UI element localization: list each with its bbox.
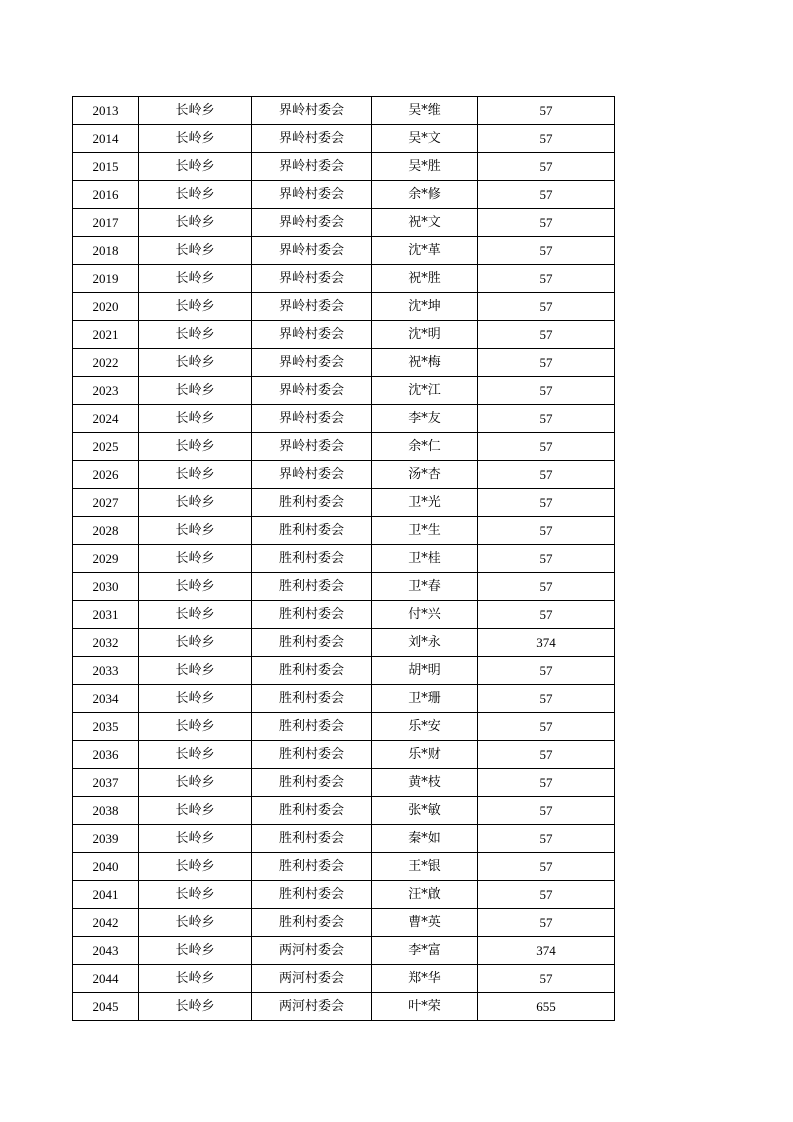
cell-township: 长岭乡 [139,825,252,853]
cell-person-name: 李*友 [372,405,478,433]
cell-village-committee: 两河村委会 [252,965,372,993]
cell-township: 长岭乡 [139,209,252,237]
table-row [73,461,615,489]
cell-township: 长岭乡 [139,853,252,881]
cell-person-name: 吴*胜 [372,153,478,181]
cell-amount: 57 [478,97,615,125]
cell-township: 长岭乡 [139,713,252,741]
table-row [73,573,615,601]
cell-serial-number: 2039 [73,825,139,853]
cell-amount: 57 [478,489,615,517]
cell-village-committee: 界岭村委会 [252,461,372,489]
cell-village-committee: 胜利村委会 [252,573,372,601]
cell-amount: 57 [478,265,615,293]
table-row [73,433,615,461]
cell-village-committee: 胜利村委会 [252,881,372,909]
cell-village-committee: 界岭村委会 [252,377,372,405]
cell-township: 长岭乡 [139,237,252,265]
cell-amount: 57 [478,853,615,881]
cell-serial-number: 2037 [73,769,139,797]
cell-serial-number: 2028 [73,517,139,545]
cell-village-committee: 胜利村委会 [252,825,372,853]
cell-person-name: 沈*江 [372,377,478,405]
cell-serial-number: 2031 [73,601,139,629]
cell-person-name: 王*银 [372,853,478,881]
cell-amount: 57 [478,293,615,321]
cell-village-committee: 胜利村委会 [252,909,372,937]
cell-amount: 57 [478,321,615,349]
cell-person-name: 余*仁 [372,433,478,461]
cell-township: 长岭乡 [139,349,252,377]
cell-township: 长岭乡 [139,461,252,489]
cell-person-name: 祝*文 [372,209,478,237]
cell-serial-number: 2018 [73,237,139,265]
table-row [73,293,615,321]
cell-township: 长岭乡 [139,965,252,993]
cell-amount: 57 [478,349,615,377]
table-row [73,881,615,909]
cell-amount: 57 [478,237,615,265]
cell-village-committee: 界岭村委会 [252,153,372,181]
cell-township: 长岭乡 [139,601,252,629]
cell-amount: 57 [478,461,615,489]
cell-serial-number: 2016 [73,181,139,209]
table-row [73,181,615,209]
cell-serial-number: 2045 [73,993,139,1021]
data-table [72,96,615,1021]
cell-serial-number: 2034 [73,685,139,713]
cell-township: 长岭乡 [139,433,252,461]
cell-amount: 57 [478,965,615,993]
cell-serial-number: 2022 [73,349,139,377]
cell-village-committee: 胜利村委会 [252,713,372,741]
table-row [73,797,615,825]
cell-township: 长岭乡 [139,769,252,797]
cell-serial-number: 2035 [73,713,139,741]
cell-amount: 57 [478,181,615,209]
cell-person-name: 李*富 [372,937,478,965]
cell-amount: 57 [478,909,615,937]
cell-township: 长岭乡 [139,125,252,153]
cell-serial-number: 2036 [73,741,139,769]
cell-township: 长岭乡 [139,265,252,293]
cell-amount: 57 [478,685,615,713]
cell-township: 长岭乡 [139,517,252,545]
table-row [73,685,615,713]
cell-township: 长岭乡 [139,657,252,685]
cell-village-committee: 胜利村委会 [252,741,372,769]
cell-serial-number: 2043 [73,937,139,965]
cell-village-committee: 界岭村委会 [252,293,372,321]
cell-serial-number: 2041 [73,881,139,909]
cell-person-name: 卫*珊 [372,685,478,713]
cell-amount: 57 [478,517,615,545]
cell-person-name: 吴*文 [372,125,478,153]
cell-serial-number: 2038 [73,797,139,825]
cell-township: 长岭乡 [139,909,252,937]
cell-township: 长岭乡 [139,937,252,965]
cell-village-committee: 胜利村委会 [252,853,372,881]
cell-person-name: 吴*维 [372,97,478,125]
cell-serial-number: 2033 [73,657,139,685]
cell-person-name: 汪*啟 [372,881,478,909]
table-row [73,153,615,181]
cell-village-committee: 界岭村委会 [252,209,372,237]
cell-amount: 655 [478,993,615,1021]
cell-township: 长岭乡 [139,489,252,517]
table-row [73,937,615,965]
cell-village-committee: 两河村委会 [252,937,372,965]
cell-person-name: 张*敏 [372,797,478,825]
cell-person-name: 黄*枝 [372,769,478,797]
cell-person-name: 乐*财 [372,741,478,769]
table-row [73,377,615,405]
cell-village-committee: 胜利村委会 [252,489,372,517]
cell-person-name: 乐*安 [372,713,478,741]
cell-serial-number: 2030 [73,573,139,601]
table-row [73,853,615,881]
cell-township: 长岭乡 [139,629,252,657]
cell-serial-number: 2026 [73,461,139,489]
cell-serial-number: 2027 [73,489,139,517]
cell-village-committee: 界岭村委会 [252,433,372,461]
table-row [73,657,615,685]
cell-amount: 57 [478,405,615,433]
cell-serial-number: 2042 [73,909,139,937]
cell-village-committee: 界岭村委会 [252,125,372,153]
table-row [73,265,615,293]
cell-amount: 57 [478,433,615,461]
cell-person-name: 曹*英 [372,909,478,937]
cell-serial-number: 2013 [73,97,139,125]
cell-amount: 374 [478,629,615,657]
cell-person-name: 卫*桂 [372,545,478,573]
cell-village-committee: 界岭村委会 [252,97,372,125]
table-row [73,769,615,797]
cell-person-name: 卫*光 [372,489,478,517]
table-row [73,993,615,1021]
cell-village-committee: 两河村委会 [252,993,372,1021]
cell-amount: 57 [478,657,615,685]
cell-amount: 57 [478,125,615,153]
cell-serial-number: 2023 [73,377,139,405]
cell-township: 长岭乡 [139,405,252,433]
table-row [73,545,615,573]
cell-person-name: 沈*革 [372,237,478,265]
cell-amount: 57 [478,713,615,741]
cell-village-committee: 胜利村委会 [252,685,372,713]
cell-serial-number: 2029 [73,545,139,573]
table-row [73,713,615,741]
cell-village-committee: 界岭村委会 [252,237,372,265]
cell-township: 长岭乡 [139,573,252,601]
cell-township: 长岭乡 [139,993,252,1021]
table-row [73,209,615,237]
table-row [73,125,615,153]
cell-person-name: 祝*梅 [372,349,478,377]
cell-serial-number: 2032 [73,629,139,657]
cell-serial-number: 2021 [73,321,139,349]
cell-amount: 57 [478,769,615,797]
table-row [73,909,615,937]
cell-amount: 57 [478,881,615,909]
cell-amount: 57 [478,573,615,601]
cell-amount: 374 [478,937,615,965]
cell-amount: 57 [478,825,615,853]
cell-township: 长岭乡 [139,293,252,321]
cell-serial-number: 2025 [73,433,139,461]
table-row [73,237,615,265]
cell-township: 长岭乡 [139,97,252,125]
cell-village-committee: 胜利村委会 [252,629,372,657]
cell-amount: 57 [478,741,615,769]
table-row [73,349,615,377]
table-row [73,489,615,517]
cell-amount: 57 [478,545,615,573]
cell-serial-number: 2019 [73,265,139,293]
table-row [73,321,615,349]
cell-township: 长岭乡 [139,881,252,909]
cell-serial-number: 2024 [73,405,139,433]
cell-person-name: 沈*明 [372,321,478,349]
cell-village-committee: 胜利村委会 [252,517,372,545]
cell-person-name: 汤*杏 [372,461,478,489]
table-row [73,517,615,545]
table-body [73,97,615,1021]
cell-township: 长岭乡 [139,377,252,405]
cell-serial-number: 2014 [73,125,139,153]
cell-village-committee: 界岭村委会 [252,405,372,433]
cell-person-name: 郑*华 [372,965,478,993]
cell-person-name: 胡*明 [372,657,478,685]
cell-village-committee: 界岭村委会 [252,265,372,293]
cell-person-name: 叶*荣 [372,993,478,1021]
cell-township: 长岭乡 [139,685,252,713]
cell-township: 长岭乡 [139,741,252,769]
table-row [73,601,615,629]
cell-village-committee: 界岭村委会 [252,321,372,349]
cell-village-committee: 胜利村委会 [252,657,372,685]
cell-serial-number: 2020 [73,293,139,321]
table-row [73,741,615,769]
cell-amount: 57 [478,601,615,629]
cell-person-name: 沈*坤 [372,293,478,321]
cell-person-name: 秦*如 [372,825,478,853]
cell-serial-number: 2015 [73,153,139,181]
cell-serial-number: 2040 [73,853,139,881]
cell-person-name: 余*修 [372,181,478,209]
cell-amount: 57 [478,377,615,405]
cell-village-committee: 胜利村委会 [252,601,372,629]
cell-township: 长岭乡 [139,321,252,349]
cell-village-committee: 界岭村委会 [252,181,372,209]
table-row [73,629,615,657]
table-row [73,965,615,993]
cell-amount: 57 [478,209,615,237]
cell-village-committee: 胜利村委会 [252,797,372,825]
cell-serial-number: 2044 [73,965,139,993]
cell-person-name: 卫*春 [372,573,478,601]
cell-township: 长岭乡 [139,153,252,181]
cell-township: 长岭乡 [139,797,252,825]
cell-village-committee: 界岭村委会 [252,349,372,377]
table-row [73,97,615,125]
cell-amount: 57 [478,153,615,181]
cell-serial-number: 2017 [73,209,139,237]
cell-person-name: 卫*生 [372,517,478,545]
cell-village-committee: 胜利村委会 [252,545,372,573]
cell-township: 长岭乡 [139,545,252,573]
cell-village-committee: 胜利村委会 [252,769,372,797]
cell-township: 长岭乡 [139,181,252,209]
table-row [73,405,615,433]
cell-person-name: 祝*胜 [372,265,478,293]
cell-person-name: 付*兴 [372,601,478,629]
table-row [73,825,615,853]
cell-amount: 57 [478,797,615,825]
cell-person-name: 刘*永 [372,629,478,657]
